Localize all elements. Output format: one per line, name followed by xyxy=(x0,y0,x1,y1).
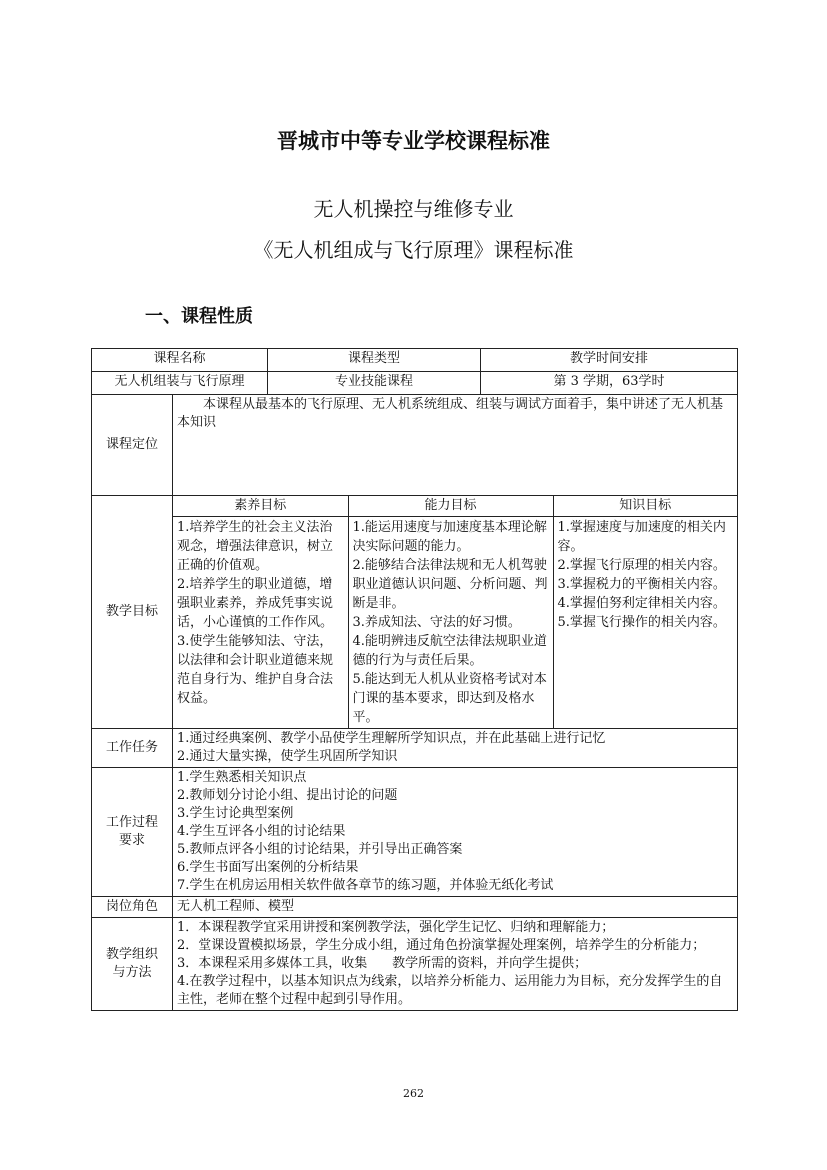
ability-header: 能力目标 xyxy=(348,496,553,517)
list-item: 1.能运用速度与加速度基本理论解决实际问题的能力。 xyxy=(352,520,547,554)
positioning-text: 本课程从最基本的飞行原理、无人机系统组成、组装与调试方面着手，集中讲述了无人机基本知识 xyxy=(177,397,724,430)
list-item: 1.学生熟悉相关知识点 xyxy=(177,770,307,785)
course-subtitle: 《无人机组成与飞行原理》课程标准 xyxy=(253,238,574,262)
role-row xyxy=(92,897,738,918)
header-course-name: 课程名称 xyxy=(92,349,268,372)
objectives-table xyxy=(173,496,737,728)
header-row xyxy=(92,349,738,372)
positioning-label: 课程定位 xyxy=(92,395,173,496)
tasks-label: 工作任务 xyxy=(92,729,173,768)
course-name-value: 无人机组装与飞行原理 xyxy=(92,372,268,395)
list-item: 2.教师划分讨论小组、提出讨论的问题 xyxy=(177,788,398,803)
list-item: 2.通过大量实操，使学生巩固所学知识 xyxy=(177,749,398,764)
methods-row xyxy=(92,918,738,1011)
list-item: 1.培养学生的社会主义法治观念，增强法律意识，树立正确的价值观。 xyxy=(177,520,334,573)
list-item: 1.通过经典案例、教学小品使学生理解所学知识点，并在此基础上进行记忆 xyxy=(177,731,606,746)
header-course-type: 课程类型 xyxy=(268,349,481,372)
list-item: 4.掌握伯努利定律相关内容。 xyxy=(557,596,726,611)
list-item: 5.能达到无人机从业资格考试对本门课的基本要求，即达到及格水平。 xyxy=(352,672,547,725)
process-label: 工作过程要求 xyxy=(92,768,173,897)
list-item: 4.能明辨违反航空法律法规职业道德的行为与责任后果。 xyxy=(352,634,547,668)
page-number: 262 xyxy=(403,1087,424,1100)
role-value: 无人机工程师、模型 xyxy=(173,897,738,918)
knowledge-header: 知识目标 xyxy=(553,496,737,517)
objectives-row xyxy=(92,496,738,729)
ability-objectives xyxy=(348,517,553,729)
list-item: 4.学生互评各小组的讨论结果 xyxy=(177,824,346,839)
list-item: 2.掌握飞行原理的相关内容。 xyxy=(557,558,726,573)
schedule-value: 第 3 学期，63学时 xyxy=(481,372,738,395)
objectives-label: 教学目标 xyxy=(92,496,173,729)
literacy-objectives xyxy=(173,517,348,729)
literacy-header: 素养目标 xyxy=(173,496,348,517)
list-item: 3.学生讨论典型案例 xyxy=(177,806,294,821)
positioning-row xyxy=(92,395,738,496)
list-item: 6.学生书面写出案例的分析结果 xyxy=(177,860,359,875)
course-type-value: 专业技能课程 xyxy=(268,372,481,395)
list-item: 3．本课程采用多媒体工具，收集 教学所需的资料，并向学生提供； xyxy=(177,956,588,971)
section-heading: 一、课程性质 xyxy=(145,306,253,327)
list-item: 1．本课程教学宜采用讲授和案例教学法，强化学生记忆、归纳和理解能力； xyxy=(177,920,615,935)
role-label: 岗位角色 xyxy=(92,897,173,918)
info-row xyxy=(92,372,738,395)
list-item: 2．堂课设置模拟场景，学生分成小组，通过角色扮演掌握处理案例，培养学生的分析能力； xyxy=(177,938,706,953)
document-title: 晋城市中等专业学校课程标准 xyxy=(277,129,550,153)
list-item: 2.能够结合法律法规和无人机驾驶职业道德认识问题、分析问题、判断是非。 xyxy=(352,558,548,611)
process-row xyxy=(92,768,738,897)
methods-label: 教学组织与方法 xyxy=(92,918,173,1011)
tasks-row xyxy=(92,729,738,768)
list-item: 4.在教学过程中，以基本知识点为线索，以培养分析能力、运用能力为目标，充分发挥学生的自主性，老师在整个过程中起到引导作用。 xyxy=(177,974,723,1007)
major-subtitle: 无人机操控与维修专业 xyxy=(313,197,514,221)
header-schedule: 教学时间安排 xyxy=(481,349,738,372)
course-standard-table xyxy=(91,348,738,1011)
list-item: 3.掌握税力的平衡相关内容。 xyxy=(557,577,726,592)
list-item: 3.使学生能够知法、守法，以法律和会计职业道德来规范自身行为、维护自身合法权益。 xyxy=(177,634,334,706)
list-item: 5.掌握飞行操作的相关内容。 xyxy=(557,615,726,630)
list-item: 1.掌握速度与加速度的相关内容。 xyxy=(557,520,726,554)
list-item: 3.养成知法、守法的好习惯。 xyxy=(352,615,521,630)
list-item: 2.培养学生的职业道德，增强职业素养，养成凭事实说话，小心谨慎的工作作风。 xyxy=(177,577,334,630)
list-item: 5.教师点评各小组的讨论结果，并引导出正确答案 xyxy=(177,842,463,857)
list-item: 7.学生在机房运用相关软件做各章节的练习题，并体验无纸化考试 xyxy=(177,878,554,893)
knowledge-objectives xyxy=(553,517,737,729)
